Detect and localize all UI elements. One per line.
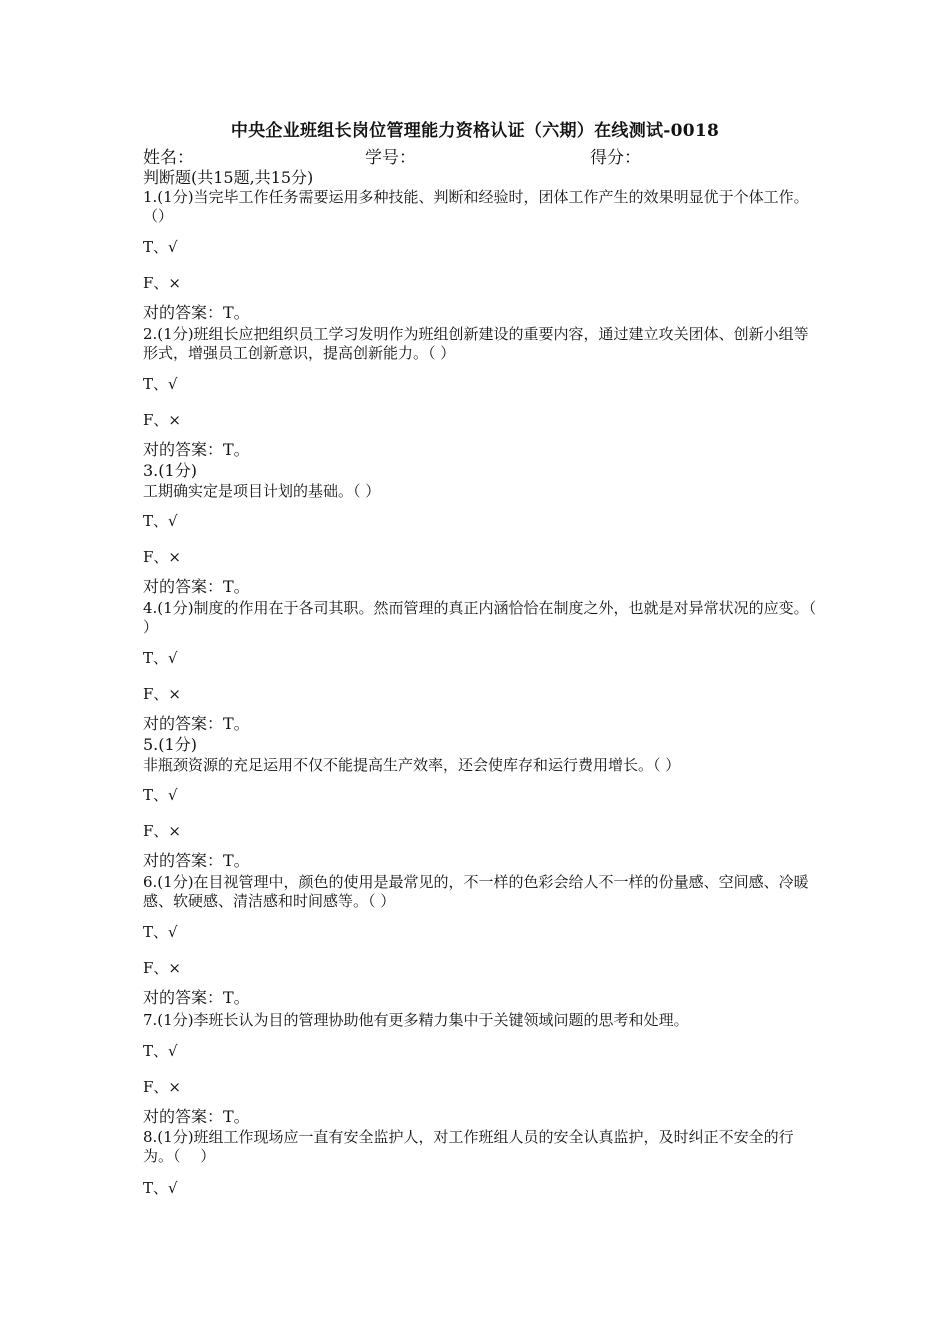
option-false: F、× (143, 1078, 181, 1096)
option-false: F、× (143, 822, 181, 840)
correct-answer: 对的答案：T。 (143, 851, 250, 870)
correct-answer: 对的答案：T。 (143, 440, 250, 459)
question-text: 1.(1分)当完毕工作任务需要运用多种技能、判断和经验时，团体工作产生的效果明显优于个体工作。（） (143, 188, 809, 225)
question-text: 2.(1分)班组长应把组织员工学习发明作为班组创新建设的重要内容，通过建立攻关团体、创新小组等形式，增强员工创新意识，提高创新能力。（ ） (143, 325, 809, 362)
student-info-row (143, 143, 823, 167)
question-5 (143, 735, 823, 870)
correct-answer: 对的答案：T。 (143, 1107, 250, 1126)
option-true: T、√ (143, 786, 178, 804)
question-text: 3.(1分) (143, 461, 197, 480)
section-heading: 判断题(共15题,共15分) (143, 168, 314, 187)
question-1 (143, 188, 823, 322)
question-text: 7.(1分)李班长认为目的管理协助他有更多精力集中于关键领域问题的思考和处理。 (143, 1011, 689, 1029)
option-true: T、√ (143, 375, 178, 393)
question-4 (143, 599, 823, 733)
option-true: T、√ (143, 1042, 178, 1060)
correct-answer: 对的答案：T。 (143, 988, 250, 1007)
option-true: T、√ (143, 649, 178, 667)
option-false: F、× (143, 411, 181, 429)
question-3 (143, 461, 823, 596)
correct-answer: 对的答案：T。 (143, 714, 250, 733)
correct-answer: 对的答案：T。 (143, 577, 250, 596)
option-false: F、× (143, 274, 181, 292)
correct-answer: 对的答案：T。 (143, 303, 250, 322)
question-text: 8.(1分)班组工作现场应一直有安全监护人，对工作班组人员的安全认真监护，及时纠正不安全的行为。（ ） (143, 1128, 794, 1165)
question-6 (143, 873, 823, 1007)
question-7 (143, 1011, 823, 1126)
option-true: T、√ (143, 238, 178, 256)
question-2 (143, 325, 823, 459)
score-label: 得分： (590, 148, 641, 168)
question-subtext: 非瓶颈资源的充足运用不仅不能提高生产效率，还会使库存和运行费用增长。（ ） (143, 756, 681, 774)
student-id-label: 学号： (365, 148, 416, 168)
option-true: T、√ (143, 1179, 178, 1197)
page-title: 中央企业班组长岗位管理能力资格认证（六期）在线测试-0018 (230, 121, 720, 141)
option-false: F、× (143, 685, 181, 703)
question-text: 4.(1分)制度的作用在于各司其职。然而管理的真正内涵恰恰在制度之外，也就是对异常状况的应变。（ ） (143, 599, 817, 636)
question-subtext: 工期确实定是项目计划的基础。（ ） (143, 482, 381, 500)
option-false: F、× (143, 959, 181, 977)
question-text: 6.(1分)在目视管理中，颜色的使用是最常见的，不一样的色彩会给人不一样的份量感、空间感、冷暖感、软硬感、清洁感和时间感等。（ ） (143, 873, 809, 910)
question-text: 5.(1分) (143, 735, 197, 754)
option-false: F、× (143, 548, 181, 566)
question-8 (143, 1128, 823, 1197)
option-true: T、√ (143, 923, 178, 941)
name-label: 姓名： (143, 148, 194, 168)
option-true: T、√ (143, 512, 178, 530)
